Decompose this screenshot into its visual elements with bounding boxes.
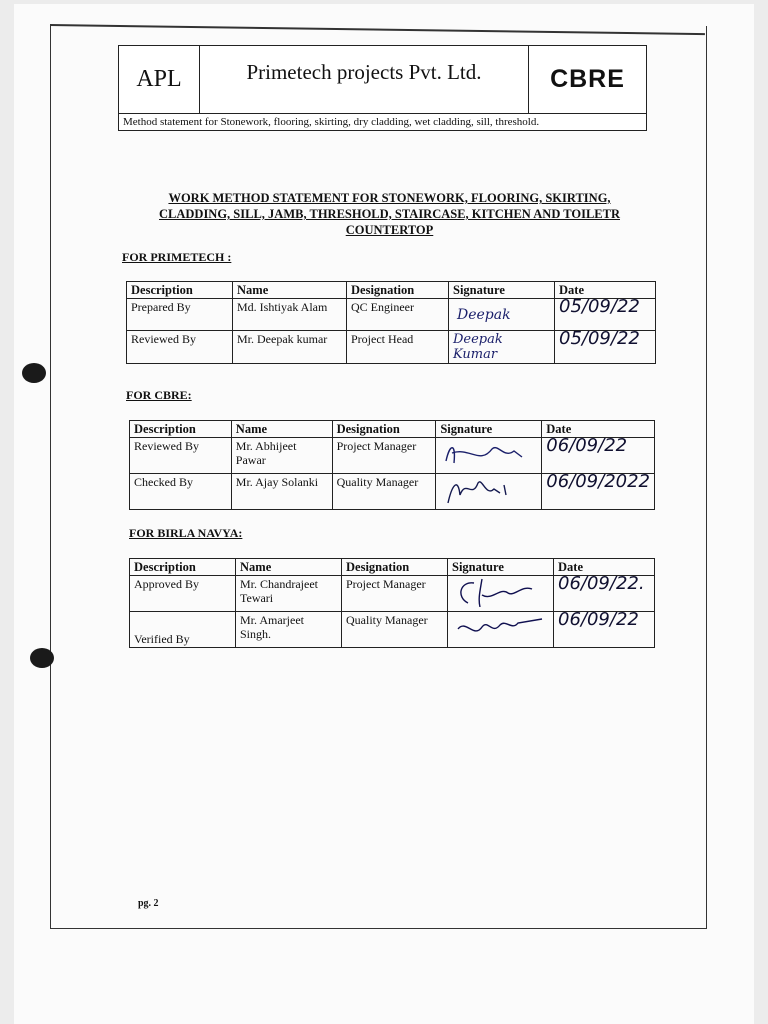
row-description: Approved By [130,576,236,612]
table-row [127,331,656,364]
col-signature: Signature [436,421,542,438]
row-designation: Project Manager [342,576,448,612]
row-signature [448,612,554,648]
col-signature: Signature [448,559,554,576]
col-description: Description [130,559,236,576]
row-designation: Quality Manager [332,474,436,510]
apl-logo: APL [119,46,200,113]
row-date [555,296,656,331]
handwritten-date: 06/09/22 [558,609,639,630]
row-description: Checked By [130,474,232,510]
col-name: Name [236,559,342,576]
row-name: Mr. Amarjeet Singh. [236,612,342,648]
row-date [542,435,655,474]
col-signature: Signature [449,282,555,299]
signature-scribble [452,577,548,607]
signature-text: Deepak Kumar [453,332,503,362]
table-row [130,474,655,510]
row-name: Mr. Chandrajeet Tewari [236,576,342,612]
punch-hole-bottom [30,648,54,668]
document-title [122,190,657,238]
signoff-table-birla-navya [129,558,655,648]
row-designation: Project Head [347,331,449,364]
row-designation: Project Manager [332,438,436,474]
row-description: Reviewed By [130,438,232,474]
row-date [555,328,656,364]
col-date: Date [542,421,655,438]
handwritten-date: 06/09/22 [546,435,628,456]
col-name: Name [233,282,347,299]
col-designation: Designation [332,421,436,438]
row-description: Reviewed By [127,331,233,364]
signature-scribble [452,613,548,643]
table-row [127,299,656,331]
col-designation: Designation [347,282,449,299]
handwritten-date: 05/09/22 [559,296,640,317]
section-label-primetech: FOR PRIMETECH : [122,250,232,264]
col-designation: Designation [342,559,448,576]
table-row [130,612,655,648]
row-signature [436,438,542,474]
page-number: pg. 2 [138,898,159,909]
company-name: Primetech projects Pvt. Ltd. [200,46,529,113]
section-label-birla-navya: FOR BIRLA NAVYA: [129,526,243,540]
signature-scribble [440,439,536,469]
cbre-logo: CBRE [550,65,625,93]
row-designation: Quality Manager [342,612,448,648]
signoff-table-cbre [129,420,655,510]
row-name: Mr. Abhijeet Pawar [231,438,332,474]
row-date [554,573,655,612]
table-row [130,576,655,612]
header-subtitle: Method statement for Stonework, flooring, skirting, dry cladding, wet cladding, sill, threshold. [123,116,540,128]
row-signature [436,474,542,510]
row-name: Mr. Ajay Solanki [231,474,332,510]
col-date: Date [554,559,655,576]
col-description: Description [130,421,232,438]
handwritten-date: 05/09/22 [559,328,640,349]
row-designation: QC Engineer [347,299,449,331]
row-signature [449,331,555,364]
col-name: Name [231,421,332,438]
col-description: Description [127,282,233,299]
title-line-3: COUNTERTOP [345,223,434,237]
signoff-table-primetech [126,281,656,364]
row-date [554,609,655,648]
punch-hole-top [22,363,46,383]
handwritten-date: 06/09/2022 [546,471,650,492]
handwritten-date: 06/09/22. [558,573,645,594]
title-line-2: CLADDING, SILL, JAMB, THRESHOLD, STAIRCASE, KITCHEN AND TOILETR [159,207,620,221]
row-description: Verified By [130,612,236,648]
section-label-cbre: FOR CBRE: [126,388,192,402]
row-signature [449,299,555,331]
table-row [130,438,655,474]
signature-scribble [440,475,536,505]
signature-text: Deepak [457,307,511,323]
row-name: Mr. Deepak kumar [233,331,347,364]
row-name: Md. Ishtiyak Alam [233,299,347,331]
row-description: Prepared By [127,299,233,331]
col-date: Date [555,282,656,299]
document-header [118,45,647,131]
row-date [542,471,655,510]
title-line-1: WORK METHOD STATEMENT FOR STONEWORK, FLOORING, SKIRTING, [168,191,611,205]
row-signature [448,576,554,612]
